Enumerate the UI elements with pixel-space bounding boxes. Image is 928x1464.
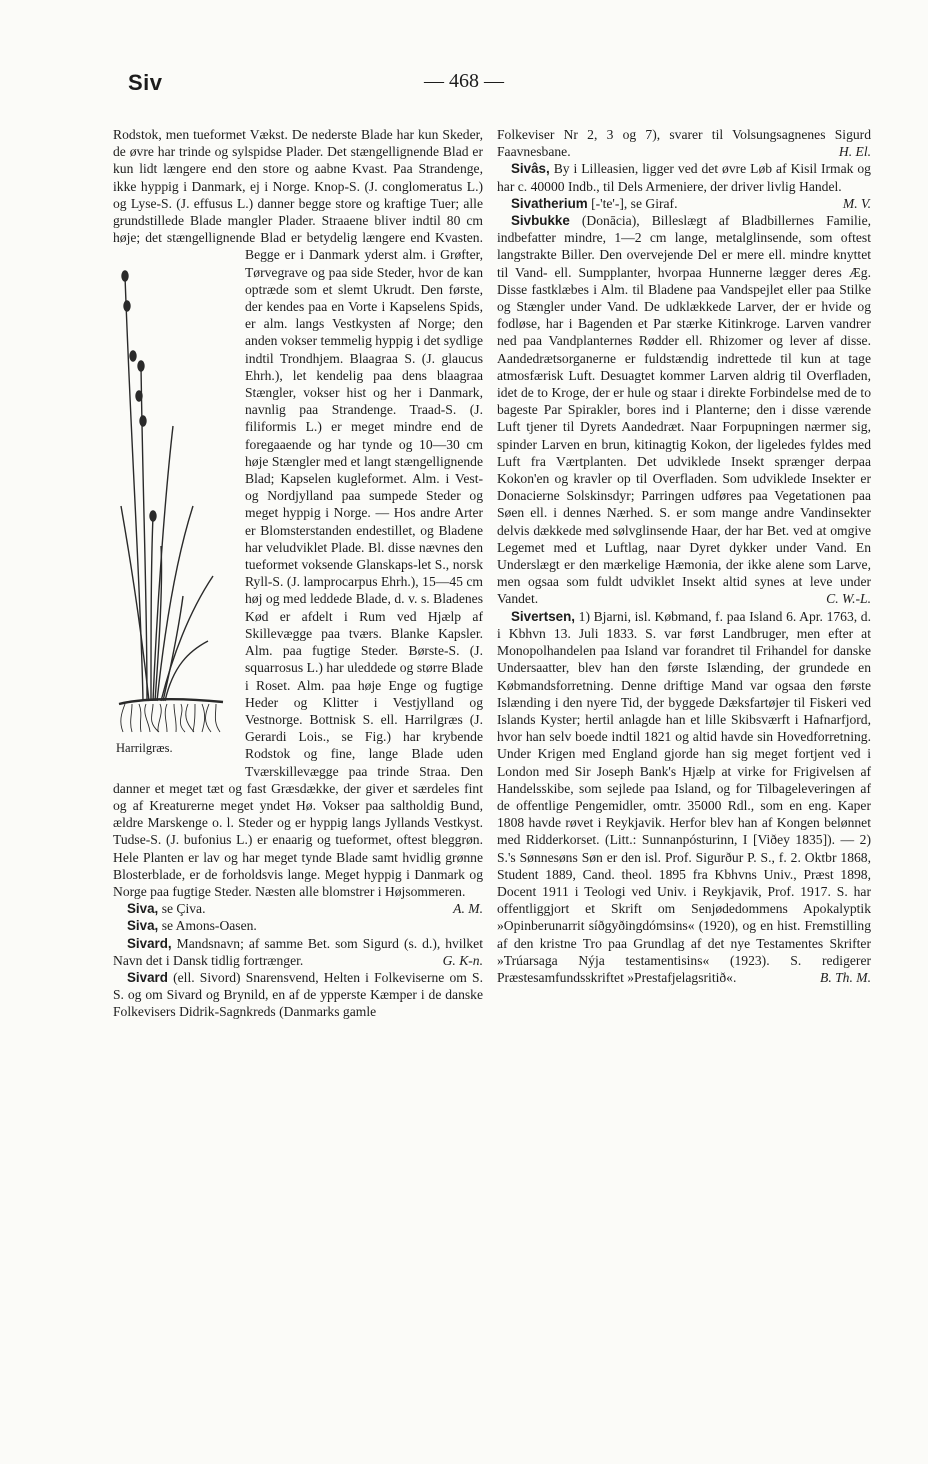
figure-rush-plant	[113, 246, 241, 768]
text-sivard-2: (ell. Sivord) Snarensvend, Helten i Folkeviserne om S. S. og om Sivard og Brynild, en af de ypperste Kæmper i de danske Folkevisers Didrik-Sagnkreds (Danmarks gamle	[113, 969, 483, 1020]
headword-sivatherium: Sivatherium	[511, 195, 588, 211]
signature-sivard-1: G. K-n.	[442, 952, 483, 968]
headword-sivertsen: Sivertsen,	[511, 608, 576, 624]
headword-sivas: Sivâs,	[511, 161, 550, 177]
signature-sivbukke: C. W.-L.	[826, 591, 871, 607]
entry-sivatherium	[497, 195, 871, 212]
left-column-body	[113, 126, 483, 1021]
headword-sivard-2: Sivard	[127, 969, 168, 985]
text-siva-1: se Çiva.	[161, 901, 206, 917]
right-column	[497, 126, 871, 986]
entry-siva-2	[113, 917, 483, 934]
signature-siv: A. M.	[453, 901, 483, 917]
entry-sivard-2	[113, 969, 483, 1021]
signature-sivas: M. V.	[842, 195, 871, 211]
entry-sivbukke	[497, 212, 871, 608]
text-sivertsen: 1) Bjarni, isl. Købmand, f. paa Island 6. Apr. 1763, d. i Kbhvn 13. Juli 1833. S. var først Landbruger, men efter at Monopolhandelen paa Island var forandret til Frihandel for danske Undersaatter, blev han den første Islænding, der grundede en Købmandsforretning. Denne driftige Mand var ogsaa den første Islænding i den nyere Tid, der byggede Dæksfartøjer til Fiskeri ved Islands Kyster; hertil anlagde han et lille Skibsværft i Hafnarfjord, hvor han selv boede indtil 1821 og altid havde sin Hovedforretning. Under Krigen med England gjorde han sig meget fortjent ved i London med Sir Joseph Bank's Hjælp at virke for Frigivelsen af Handelsskibe, som sejlede paa Island, og for Tilbageleveringen af de offentlige Pengemidler, omtr. 35000 Rdl., som en eng. Kaper 1808 havde røvet i Reykjavik. Herfor blev han af Kongen belønnet med Ridderkorset. (Litt.: Sunnanpósturinn, I [Viðey 1835]). — 2) S.'s Sønnesøns Søn er den isl. Prof. Sigurður P. S., f. 2. Oktbr 1868, Student 1889, Cand. theol. 1895 fra Kbhvns Univ., Præst 1898, Docent 1911 i Teologi ved Univ. i Reykjavik, Prof. 1917. S. har offentliggjort et Skrift om Senjødedommens Apokalyptik »Opinberunarrit síðgyðingdómsins« (1920), og en hist. Fremstilling af den kristne Tro paa Grundlag af det nye Testamentes Skrifter »Trúarsaga Nýja testamentisins« (1923). S. redigerer Præstesamfundsskriftet »Prestafjelagsritið«.	[497, 608, 871, 985]
entry-sivard-continued	[497, 126, 871, 160]
text-sivas: By i Lilleasien, ligger ved det øvre Løb af Kisil Irmak og har c. 40000 Indb., til Dels Armeniere, der driver livlig Handel.	[497, 161, 871, 194]
signature-sivertsen: B. Th. M.	[820, 969, 871, 985]
headword-siva-2: Siva,	[127, 918, 159, 934]
headword-sivard-1: Sivard,	[127, 935, 172, 951]
entry-siva-1	[113, 900, 483, 917]
siv-text-part-1: Rodstok, men tueformet Vækst. De nederste Blade har kun Skeder, de øvre har trinde og sylspidse Plader. Det stængellignende Blad er kun lidt længere end den store og aabne Kvast. Paa Strandenge, ikke hyppig i Danmark, ej i Norge. Knop-S. (J. conglomeratus L.) og Lyse-S. (J. effusus L.) danner begge store og kraftige Tuer; alle grundstillede Blade mangler Plader. Straaene bliver indtil 80 cm høje; det stængellignende Blad er betydelig længere end Kvasten.	[113, 127, 483, 246]
rush-plant-illustration	[113, 246, 241, 736]
signature-sivard-2: H. El.	[838, 144, 871, 160]
text-sivbukke: (Donācia), Billeslægt af Bladbillernes Familie, indbefatter mindre, 1—2 cm lange, metalglinsende, som oftest langstrakte Biller. Den overvejende Del er mere ell. mindre knyttet til Vand- ell. Sumpplanter, hvorpaa Hunnerne lægger deres Æg. Disse fastklæbes i Alm. til Bladene paa Vandspejlet eller paa Stilke og Stængler under Vand. De udklækkede Larver, der er hvide og fodløse, har i Bagenden et Par stærke Kitinkroge. Larven vandrer ned paa Vandplanternes Rødder ell. Rhizomer og lever af disse. Aandedrætsorganerne er fuldstændig indrettede til kun at tage atmosfærisk Luft. Desuagtet kommer Larven aldrig til Overfladen, idet de to Kroge, der er hule og staar i direkte Forbindelse med de to bageste Par Spirakler, bores ind i Planterne; den i disse værende Luft tjener til Dyrets Aandedræt. Naar Forpupningen nærmer sig, spinder Larven en brun, kitinagtig Kokon, der ligeledes fyldes med Luft fra Værtplanten. Det udviklede Insekt sprænger derpaa Kokon'en og kravler op til Overfladen. Som udviklede Insekter er Donacierne Solskinsdyr; Parringen udføres paa Vegetationen paa Søen ell. i dennes Nærhed. S. er som mange andre Vandinsekter delvis dækkede med sølvglinsende Haar, der har Bet. ved at omgive Legemet med et Luftlag, naar Dyret dykker under Vand. En Underslægt er den mærkelige Hæmonia, der ikke alene som Larve, men ogsaa som fuldt udviklet Insekt altid synes at leve under Vandet.	[497, 213, 871, 607]
page-number: — 468 —	[424, 70, 504, 92]
headword-sivbukke: Sivbukke	[511, 213, 570, 229]
text-sivard-continued: Folkeviser Nr 2, 3 og 7), svarer til Volsungsagnenes Sigurd Faavnesbane.	[497, 127, 871, 160]
figure-caption: Harrilgræs.	[116, 741, 173, 756]
entry-sivertsen	[497, 608, 871, 986]
siv-text-part-2: Begge er i Danmark yderst alm. i Grøfter, Tørvegrave og paa side Steder, hvor de kan optræde som et slemt Ukrudt. Den første, der kendes paa en Vorte i Kapselens Spids, er alm. langs Vestkysten af Norge; den anden vokser temmelig hyppig i det sydlige indtil Trondhjem. Blaagraa S. (J. glaucus Ehrh.), let kendelig paa dens blaagraa Stængler, vokser hist og her i Danmark, navnlig paa Strandenge. Traad-S. (J. filiformis L.) er meget mindre end de foregaaende og har tynde og 10—30 cm høje Stængler med et langt stængellignende Blad; Kapselen kugleformet. Alm. i Vest- og Nordjylland paa sumpede Steder og meget hyppig i Norge. — Hos andre Arter er Blomsterstanden endestillet, og Bladene har veludviklet Plade. Bl. disse nævnes den tueformet voksende Glanskaps-let S., norsk Ryll-S. (J. lamprocarpus Ehrh.), 15—45 cm høj og med leddede Blade, d. v. s. Bladenes Kød er afdelt i Rum ved Hjælp af Skillevægge paa tværs. Blanke Kapsler. Alm. paa fugtige Steder. Børste-S. (J. squarrosus L.) har uleddede og større Blade i Roset. Alm. paa høje Enge og fugtige Heder og Klitter i Vestjylland og Vestnorge. Bottnisk S. ell. Harrilgræs (J. Gerardi Lois., se Fig.) har krybende Rodstok og fine, lange Blade uden Tværskillevægge paa trinde Straa. Den danner et meget tæt og fast Græsdække, der giver et særdeles fint og af Kreaturerne meget yndet Hø. Vokser paa saltholdig Bund, ældre Marskenge o. l. Steder og er hyppig langs Jyllands Vestkyst. Tudse-S. (J. bufonius L.) er enaarig og tueformet, oftest bleggrøn. Hele Planten er lav og har meget tynde Blade samt hvidlig grønne Blosterblade, er de forholdsvis lange. Meget hyppig i Danmark og Norge paa fugtige Steder. Næsten alle blomstrer i Højsommeren.	[113, 247, 483, 899]
text-sivatherium: [-'te'-], se Giraf.	[591, 195, 678, 211]
text-siva-2: se Amons-Oasen.	[161, 918, 257, 934]
entry-sivard-1	[113, 935, 483, 969]
running-head-word: Siv	[128, 70, 163, 95]
headword-siva-1: Siva,	[127, 901, 159, 917]
text-sivard-1: Mandsnavn; af samme Bet. som Sigurd (s. d.), hvilket Navn det i Dansk tidlig fortrænger.	[113, 935, 483, 968]
